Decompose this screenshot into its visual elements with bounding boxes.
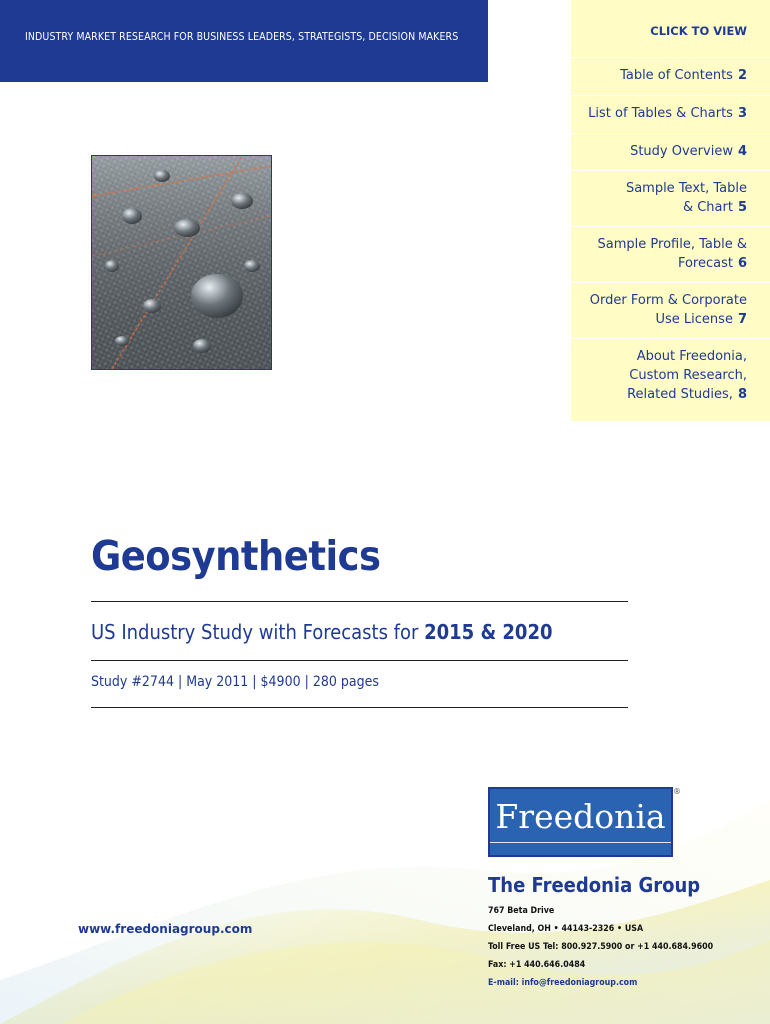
divider-line — [91, 660, 628, 661]
click-to-view-sidebar — [571, 0, 770, 421]
forecast-years: 2015 & 2020 — [424, 620, 553, 644]
phone-numbers: Toll Free US Tel: 800.927.5900 or +1 440.684.9600 — [488, 942, 714, 952]
registered-mark: ® — [673, 787, 681, 796]
sidebar-link-about-freedonia[interactable]: About Freedonia, Custom Research, Related Studies, 8 — [571, 338, 770, 421]
logo-wordmark: Freedonia — [495, 797, 666, 836]
divider-line — [91, 707, 628, 708]
sidebar-heading: CLICK TO VIEW — [650, 24, 747, 38]
report-title: Geosynthetics — [91, 532, 381, 580]
company-name: The Freedonia Group — [488, 873, 701, 897]
logo-underline — [490, 842, 671, 843]
header-banner — [0, 0, 488, 82]
email-link[interactable]: E-mail: info@freedoniagroup.com — [488, 978, 638, 988]
website-link[interactable]: www.freedoniagroup.com — [78, 922, 253, 936]
report-subtitle: US Industry Study with Forecasts for 2015 & 2020 — [91, 620, 553, 644]
study-details: Study #2744 | May 2011 | $4900 | 280 pages — [91, 674, 379, 690]
address-city: Cleveland, OH • 44143-2326 • USA — [488, 924, 644, 934]
banner-tagline: INDUSTRY MARKET RESEARCH FOR BUSINESS LEADERS, STRATEGISTS, DECISION MAKERS — [25, 31, 459, 43]
sidebar-link-order-form[interactable]: Order Form & Corporate Use License 7 — [571, 282, 770, 338]
address-street: 767 Beta Drive — [488, 906, 555, 916]
sidebar-link-study-overview[interactable]: Study Overview 4 — [571, 133, 770, 170]
sidebar-link-table-of-contents[interactable]: Table of Contents 2 — [571, 57, 770, 95]
sidebar-link-tables-charts[interactable]: List of Tables & Charts 3 — [571, 95, 770, 133]
fax-number: Fax: +1 440.646.0484 — [488, 960, 586, 970]
sidebar-link-sample-profile[interactable]: Sample Profile, Table & Forecast 6 — [571, 226, 770, 282]
divider-line — [91, 601, 628, 602]
sidebar-link-sample-text[interactable]: Sample Text, Table & Chart 5 — [571, 170, 770, 226]
cover-photo-geotextile — [91, 155, 272, 370]
freedonia-logo — [488, 787, 673, 857]
